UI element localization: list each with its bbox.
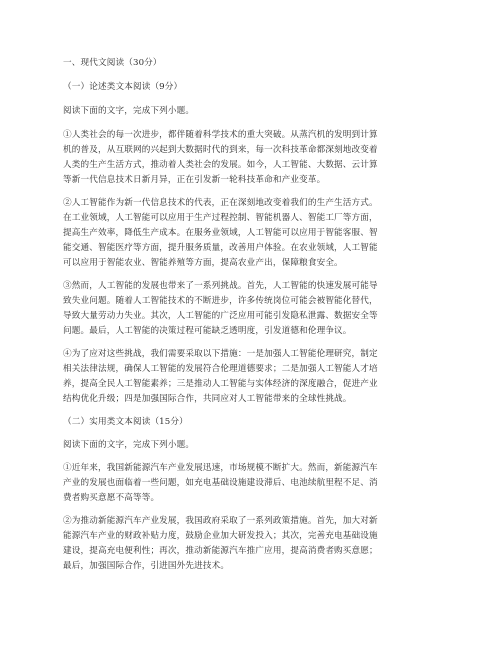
paragraph-6-line: 能源汽车产业的财政补贴力度，鼓励企业加大研发投入；其次，完善充电基础设施 — [63, 531, 378, 541]
paragraph-6-line: 建设，提高充电便利性；再次，推动新能源汽车推广应用，提高消费者购买意愿； — [63, 546, 378, 556]
paragraph-4-line: 结构优化升级；四是加强国际合作，共同应对人工智能带来的全球性挑战。 — [63, 394, 352, 404]
part2-title: （二）实用类文本阅读（15分） — [63, 417, 188, 427]
paragraph-2-line: 可以应用于智能农业、智能养殖等方面，提高农业产出，保障粮食安全。 — [63, 258, 343, 268]
paragraph-6-line: 最后，加强国际合作，引进国外先进技术。 — [63, 561, 230, 571]
paragraph-3-line: ③然而，人工智能的发展也带来了一系列挑战。首先，人工智能的快速发展可能导 — [63, 281, 378, 291]
paragraph-3-line: 问题。最后，人工智能的决策过程可能缺乏透明度，引发道德和伦理争议。 — [63, 326, 352, 336]
paragraph-3-line: 导致大量劳动力失业。其次，人工智能的广泛应用可能引发隐私泄露、数据安全等 — [63, 311, 378, 321]
paragraph-4-line: 相关法律法规，确保人工智能的发展符合伦理道德要求；二是加强人工智能人才培 — [63, 364, 378, 374]
paragraph-2-line: 提高生产效率，降低生产成本。在服务业领域，人工智能可以应用于智能客服、智 — [63, 228, 378, 238]
section-title: 一、现代文阅读（30分） — [63, 58, 162, 68]
paragraph-3-line: 致失业问题。随着人工智能技术的不断进步，许多传统岗位可能会被智能化替代， — [63, 296, 378, 306]
paragraph-5-line: 产业的发展也面临着一些问题，如充电基础设施建设滞后、电池续航里程不足、消 — [63, 478, 378, 488]
paragraph-2-line: 在工业领域，人工智能可以应用于生产过程控制、智能机器人、智能工厂等方面， — [63, 213, 378, 223]
paragraph-4-line: ④为了应对这些挑战，我们需要采取以下措施：一是加强人工智能伦理研究，制定 — [63, 349, 378, 359]
paragraph-5-line: ①近年来，我国新能源汽车产业发展迅速，市场规模不断扩大。然而，新能源汽车 — [63, 463, 378, 473]
part1-title: （一）论述类文本阅读（9分） — [63, 82, 183, 92]
paragraph-6-line: ②为推动新能源汽车产业发展，我国政府采取了一系列政策措施。首先，加大对新 — [63, 516, 378, 526]
paragraph-1-line: 等新一代信息技术日新月异，正在引发新一轮科技革命和产业变革。 — [63, 175, 326, 185]
part2-instruction: 阅读下面的文字，完成下列小题。 — [63, 440, 195, 450]
paragraph-4-line: 养，提高全民人工智能素养；三是推动人工智能与实体经济的深度融合，促进产业 — [63, 379, 378, 389]
paragraph-2-line: 能交通、智能医疗等方面，提升服务质量，改善用户体验。在农业领域，人工智能 — [63, 243, 378, 253]
paragraph-5-line: 费者购买意愿不高等等。 — [63, 493, 160, 503]
part1-instruction: 阅读下面的文字，完成下列小题。 — [63, 106, 195, 116]
paragraph-1-line: 人类的生产生活方式，推动着人类社会的发展。如今，人工智能、大数据、云计算 — [63, 160, 378, 170]
paragraph-2-line: ②人工智能作为新一代信息技术的代表，正在深刻地改变着我们的生产生活方式。 — [63, 198, 378, 208]
paragraph-1-line: 机的普及，从互联网的兴起到大数据时代的到来，每一次科技革命都深刻地改变着 — [63, 145, 378, 155]
paragraph-1-line: ①人类社会的每一次进步，都伴随着科学技术的重大突破。从蒸汽机的发明到计算 — [63, 130, 378, 140]
